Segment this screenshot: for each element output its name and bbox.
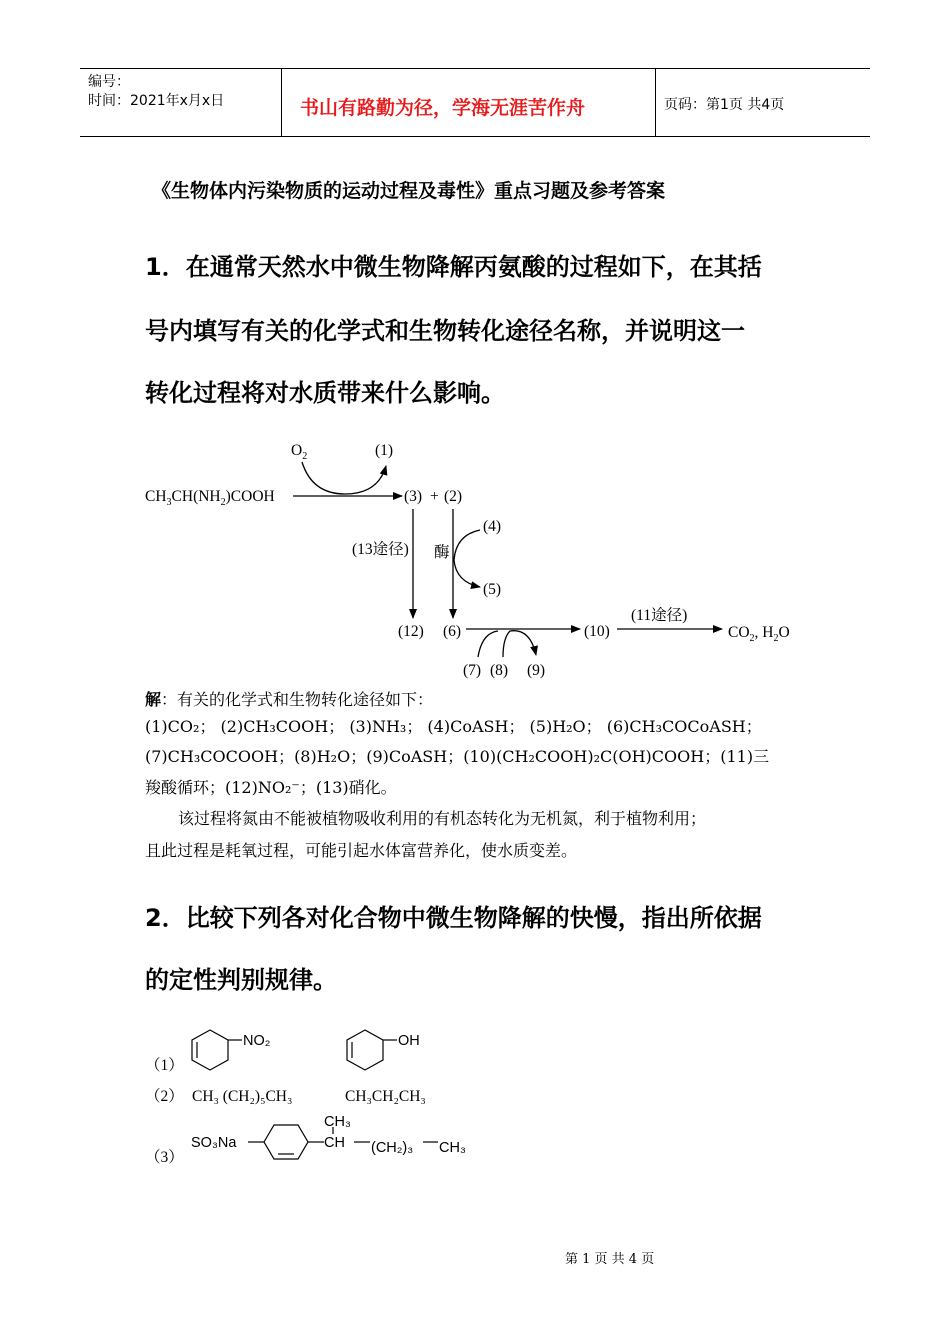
label-7: (7) [463,662,482,679]
header-number: 编号： [88,74,130,90]
document-title: 《生物体内污染物质的运动过程及毒性》重点习题及参考答案 [152,180,666,202]
label-10: (10) [584,623,610,640]
label-start-compound: $CH_3CH(NH_2)COOH$ [145,488,275,508]
question-1-line-1: 1．在通常天然水中微生物降解丙氨酸的过程如下，在其括 [145,253,762,281]
arrow-1-out [345,466,386,494]
label-route-13: (13途径) [352,541,409,558]
question-2-line-2: 的定性判别规律。 [145,966,337,994]
label-4: (4) [483,518,502,535]
label-enzyme: 酶 [434,544,450,561]
arrow-o2-in [302,462,345,494]
label-8: (8) [490,662,509,679]
answer-1-line-1: (1)CO₂； (2)CH₃COOH； (3)NH₃； (4)CoASH； (5)H₂O； (6)CH₃COCoASH； [145,717,762,736]
label-route-11: (11途径) [631,607,688,624]
header-page-info: 页码：第1页 共4页 [664,97,785,113]
answer-1-line-3: 羧酸循环；(12)NO₂⁻；(13)硝化。 [145,778,397,797]
question-1-line-2: 号内填写有关的化学式和生物转化途径名称，并说明这一 [145,317,745,345]
label-3: (3) [404,488,423,505]
label-oh: OH [398,1033,420,1049]
label-o2: $O_2$ [291,442,308,462]
arrow-8-in [503,631,510,657]
header-time: 时间：2021年x月x日 [88,93,225,109]
arrow-7-in [478,631,498,657]
answer-intro-text: ：有关的化学式和生物转化途径如下： [161,690,434,709]
label-no2: NO₂ [243,1033,271,1049]
compound-structures [0,1010,950,1180]
header-motto: 书山有路勤为径，学海无涯苦作舟 [300,97,586,119]
label-2: (2) [444,488,463,505]
label-ch3-top: CH₃ [324,1114,351,1130]
propane-formula: CH₃CH₂CH₃ [345,1088,426,1105]
label-5: (5) [483,581,502,598]
question-2-line-1: 2．比较下列各对化合物中微生物降解的快慢，指出所依据 [145,904,762,932]
answer-1-paragraph-2: 且此过程是耗氧过程，可能引起水体富营养化，使水质变差。 [145,841,578,860]
hexane-formula: CH₃ (CH₂)₅CH₃ [192,1088,293,1105]
label-12: (12) [398,623,424,640]
label-end-products: $CO_2$, $H_2O$ [728,624,790,644]
question-1-line-3: 转化过程将对水质带来什么影响。 [145,379,505,407]
item-1-label: （1） [145,1057,184,1074]
arrow-5-out [454,560,480,587]
answer-1-line-2: (7)CH₃COCOOH；(8)H₂O；(9)CoASH；(10)(CH₂COOH)₂C(OH)COOH；(11)三 [145,747,770,766]
label-1: (1) [375,442,394,459]
label-ch: CH [324,1135,345,1151]
page-footer: 第 1 页 共 4 页 [565,1252,655,1267]
label-6: (6) [443,623,462,640]
item-2-label: （2） [145,1088,184,1105]
diagram-labels [145,442,790,679]
answer-1-paragraph-1: 该过程将氮由不能被植物吸收利用的有机态转化为无机氮，利于植物利用； [178,809,707,828]
label-9: (9) [527,662,546,679]
arrow-9-out [510,631,536,655]
item-3-label: （3） [145,1149,184,1166]
label-ch2-chain: (CH₂)₃ [371,1140,414,1156]
label-plus: + [430,488,439,505]
label-ch3-end: CH₃ [439,1140,466,1156]
answer-lead: 解 [145,690,162,709]
diagram-arrows [293,462,722,657]
label-so3na: SO₃Na [191,1135,237,1151]
arrow-4-in [454,530,480,560]
